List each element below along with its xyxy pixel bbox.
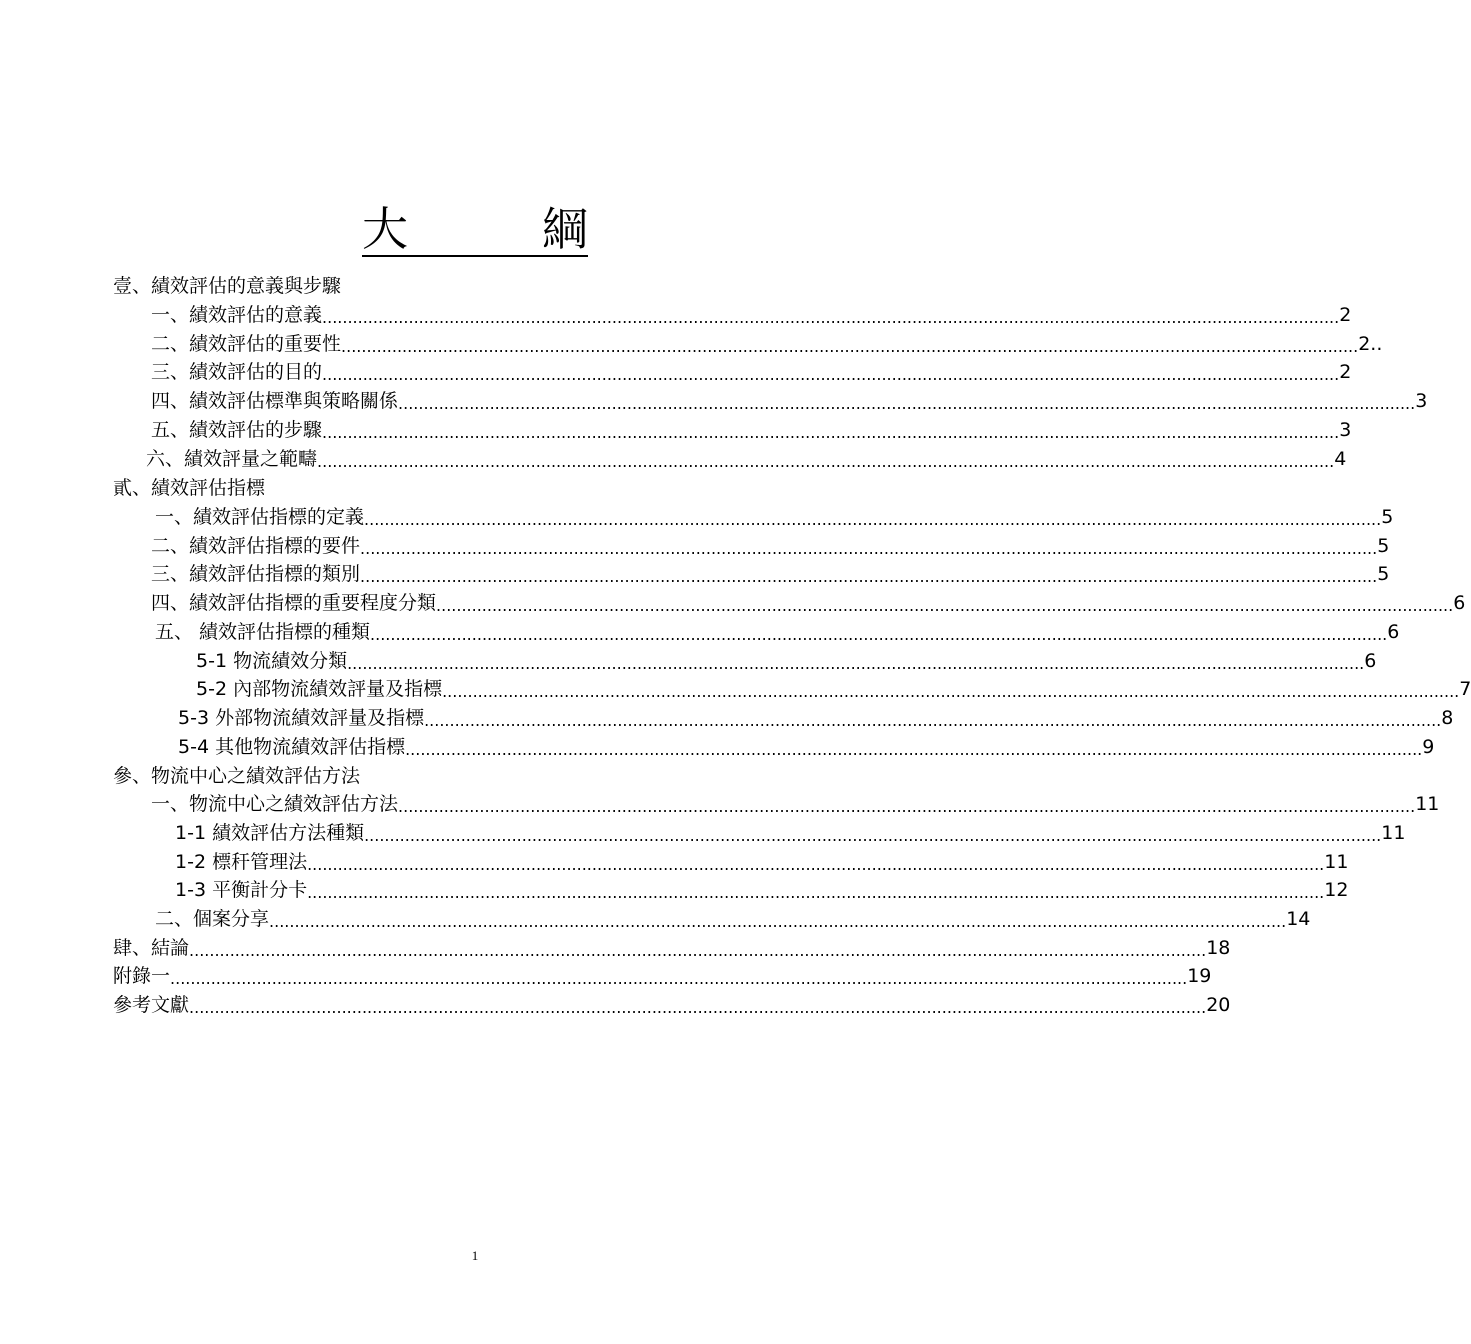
- dot-leader: ........................................................................................................................................................................................................: [370, 625, 1388, 644]
- toc-label: 六、績效評量之範疇: [146, 448, 318, 470]
- toc-label: 三、績效評估指標的類別: [151, 563, 361, 585]
- toc-entry: [151, 387, 1428, 415]
- dot-leader: ........................................................................................................................................................................................................: [170, 969, 1188, 988]
- title-char-right: 綱: [542, 202, 588, 256]
- toc-page: 2: [1339, 361, 1352, 383]
- toc-page: 5: [1377, 535, 1390, 557]
- toc-page: 2: [1339, 304, 1352, 326]
- dot-leader: ........................................................................................................................................................................................................: [322, 365, 1340, 384]
- toc-label: 二、績效評估指標的要件: [151, 535, 361, 557]
- dot-leader: ........................................................................................................................................................................................................: [364, 826, 1382, 845]
- toc-section-2: [113, 474, 513, 502]
- toc-page: 7: [1459, 678, 1471, 700]
- toc-label: 三、績效評估的目的: [151, 361, 323, 383]
- toc-entry: [146, 445, 1347, 473]
- toc-page: 5: [1381, 506, 1394, 528]
- toc-label: 一、績效評估指標的定義: [155, 506, 365, 528]
- toc-subentry: [178, 733, 1435, 761]
- toc-entry: [151, 330, 1383, 358]
- toc-page: 5: [1377, 563, 1390, 585]
- dot-leader: ........................................................................................................................................................................................................: [322, 308, 1340, 327]
- toc-label: 肆、結論: [113, 937, 190, 959]
- toc-page: 20: [1206, 994, 1231, 1016]
- toc-entry: [155, 905, 1311, 933]
- toc-label: 參考文獻: [113, 994, 190, 1016]
- title-char-left: 大: [362, 202, 408, 256]
- toc-page: 19: [1187, 965, 1212, 987]
- toc-subentry: [178, 704, 1454, 732]
- toc-section-3: [113, 762, 513, 790]
- toc-entry: [151, 301, 1352, 329]
- toc-label: 貳、績效評估指標: [113, 477, 266, 499]
- toc-entry: [151, 790, 1440, 818]
- toc-label: 一、績效評估的意義: [151, 304, 323, 326]
- dot-leader: ........................................................................................................................................................................................................: [398, 394, 1416, 413]
- toc-page: 11: [1415, 793, 1440, 815]
- toc-entry: [155, 618, 1400, 646]
- dot-leader: ........................................................................................................................................................................................................: [360, 567, 1378, 586]
- toc-page: 12: [1324, 879, 1349, 901]
- dot-leader: ........................................................................................................................................................................................................: [398, 797, 1416, 816]
- dot-leader: ........................................................................................................................................................................................................: [189, 998, 1207, 1017]
- dot-leader: ........................................................................................................................................................................................................: [424, 711, 1442, 730]
- toc-page: 14: [1286, 908, 1311, 930]
- toc-label: 壹、績效評估的意義與步驟: [113, 275, 342, 297]
- dot-leader: ........................................................................................................................................................................................................: [269, 912, 1287, 931]
- toc-page: 6: [1364, 650, 1377, 672]
- toc-entry: [151, 416, 1352, 444]
- toc-label: 四、績效評估標準與策略關係: [151, 390, 399, 412]
- dot-leader: ........................................................................................................................................................................................................: [189, 941, 1207, 960]
- dot-leader: ........................................................................................................................................................................................................: [307, 883, 1325, 902]
- toc-page: 3: [1415, 390, 1428, 412]
- dot-leader: ........................................................................................................................................................................................................: [307, 855, 1325, 874]
- toc-entry: [151, 358, 1352, 386]
- toc-page: 18: [1206, 937, 1231, 959]
- toc-subentry: [175, 848, 1349, 876]
- toc-label: 二、個案分享: [155, 908, 270, 930]
- dot-leader: ........................................................................................................................................................................................................: [317, 452, 1335, 471]
- toc-entry: [155, 503, 1394, 531]
- toc-section-4: [113, 934, 1231, 962]
- toc-subentry: [175, 819, 1406, 847]
- toc-entry: [151, 589, 1466, 617]
- toc-references: [113, 991, 1231, 1019]
- toc-subentry: [196, 675, 1471, 703]
- toc-label: 5-4 其他物流績效評估指標: [178, 736, 406, 758]
- toc-page: 4: [1334, 448, 1347, 470]
- dot-leader: ........................................................................................................................................................................................................: [436, 596, 1454, 615]
- toc-label: 1-1 績效評估方法種類: [175, 822, 365, 844]
- toc-label: 五、 績效評估指標的種類: [155, 621, 371, 643]
- toc-entry: [151, 560, 1390, 588]
- toc-page: 11: [1324, 851, 1349, 873]
- toc-label: 5-2 內部物流績效評量及指標: [196, 678, 443, 700]
- toc-appendix: [113, 962, 1212, 990]
- dot-leader: ........................................................................................................................................................................................................: [364, 510, 1382, 529]
- toc-page: 3: [1339, 419, 1352, 441]
- dot-leader: ........................................................................................................................................................................................................: [405, 740, 1423, 759]
- toc-page: 6: [1387, 621, 1400, 643]
- dot-leader: ........................................................................................................................................................................................................: [347, 654, 1365, 673]
- toc-subentry: [196, 647, 1377, 675]
- dot-leader: ........................................................................................................................................................................................................: [322, 423, 1340, 442]
- toc-label: 5-1 物流績效分類: [196, 650, 348, 672]
- toc-entry: [151, 532, 1390, 560]
- toc-label: 一、物流中心之績效評估方法: [151, 793, 399, 815]
- toc-page: 6: [1453, 592, 1466, 614]
- dot-leader: ........................................................................................................................................................................................................: [360, 539, 1378, 558]
- toc-label: 1-2 標秆管理法: [175, 851, 308, 873]
- toc-label: 五、績效評估的步驟: [151, 419, 323, 441]
- toc-page: 9: [1422, 736, 1435, 758]
- toc-label: 二、績效評估的重要性: [151, 333, 342, 355]
- toc-label: 四、績效評估指標的重要程度分類: [151, 592, 437, 614]
- toc-section-1: [113, 272, 513, 300]
- toc-page: 2..: [1358, 333, 1383, 355]
- dot-leader: ........................................................................................................................................................................................................: [341, 337, 1359, 356]
- toc-label: 附錄一: [113, 965, 171, 987]
- toc-label: 5-3 外部物流績效評量及指標: [178, 707, 425, 729]
- toc-subentry: [175, 876, 1349, 904]
- toc-label: 1-3 平衡計分卡: [175, 879, 308, 901]
- dot-leader: ........................................................................................................................................................................................................: [442, 682, 1460, 701]
- toc-page: 8: [1441, 707, 1454, 729]
- page-number: 1: [471, 1248, 479, 1263]
- toc-label: 參、物流中心之績效評估方法: [113, 765, 361, 787]
- toc-page: 11: [1381, 822, 1406, 844]
